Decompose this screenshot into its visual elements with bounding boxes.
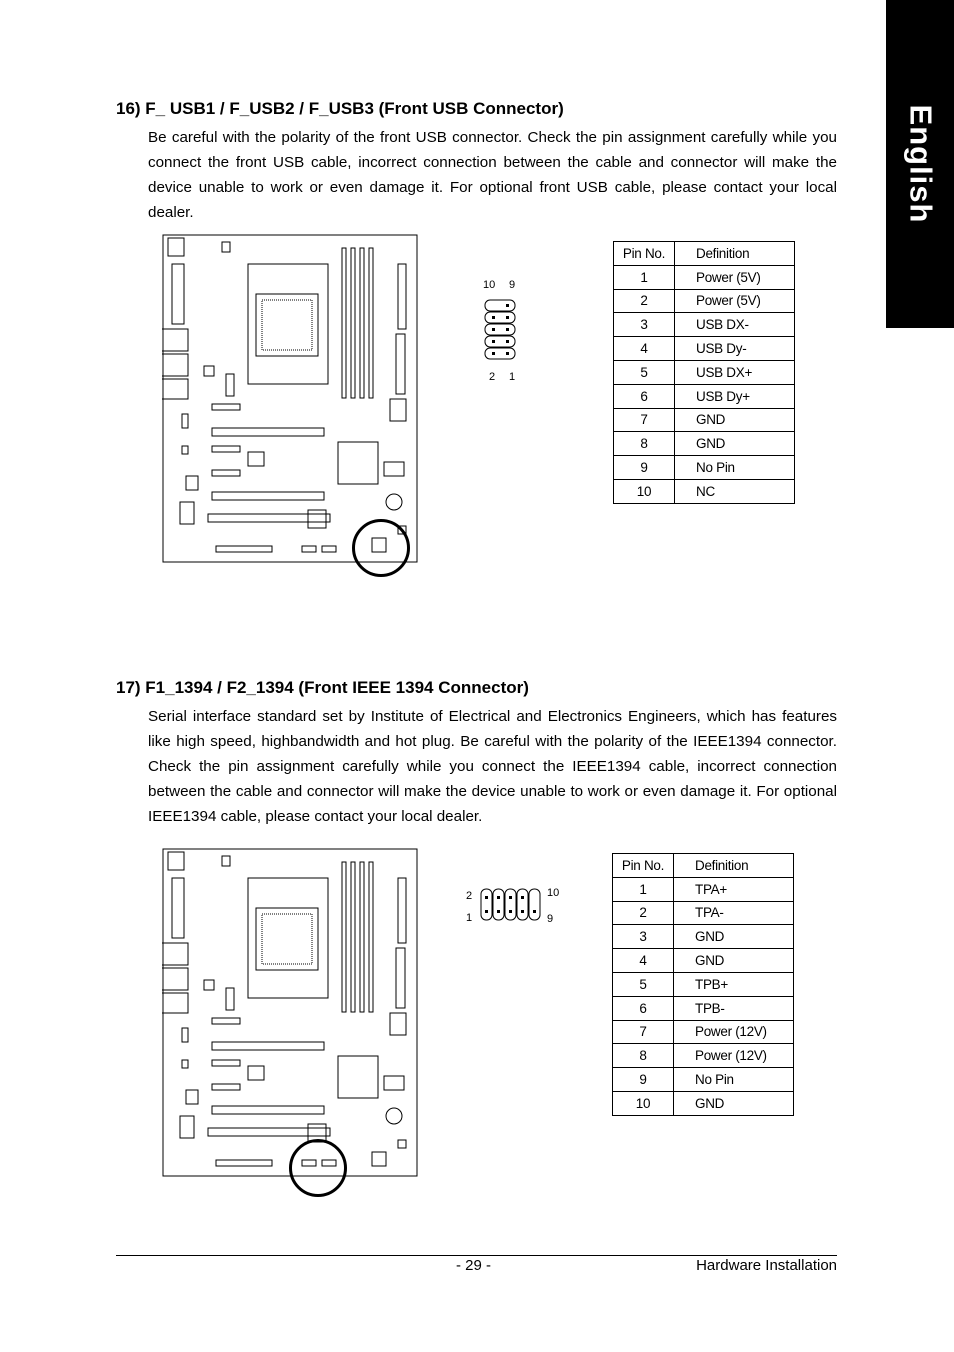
pin-table-row [614,313,795,337]
usb-pin-label-10: 10 [483,279,496,291]
pin-table-row [613,972,794,996]
pin-table-row [613,877,794,901]
usb-pin-label-1: 1 [509,371,516,383]
pin-definition-cell: TPA- [674,901,794,925]
usb-pin-label-9: 9 [509,279,516,291]
pin-definition-cell: TPA+ [674,877,794,901]
section-17-heading: 17) F1_1394 / F2_1394 (Front IEEE 1394 Connector) [116,678,529,697]
pin-table-row [614,479,795,503]
pin-table-header [614,242,795,266]
pin-definition-cell: GND [675,432,795,456]
pin-table-row [613,1068,794,1092]
motherboard-diagram-usb [162,234,418,564]
pin-number-cell: 3 [613,925,674,949]
language-tab-label: English [903,104,939,224]
pin-table-row [614,289,795,313]
pin-table-row [614,360,795,384]
usb-pin-table [613,241,795,504]
ieee1394-pin-label-10: 10 [547,887,560,899]
pin-definition-cell: NC [675,479,795,503]
pin-table-row [613,1091,794,1115]
pin-definition-cell: Power (12V) [674,1044,794,1068]
pin-table-row [614,408,795,432]
pin-table-row [614,432,795,456]
usb-connector-highlight [352,519,410,577]
pin-number-cell: 9 [614,456,675,480]
pin-number-cell: 4 [614,337,675,361]
ieee1394-pin-label-9: 9 [547,913,554,925]
pin-table-row [613,1020,794,1044]
pin-table-row [614,384,795,408]
pin-table-row [614,456,795,480]
pin-number-cell: Pin No. [614,242,675,266]
pin-number-cell: Pin No. [613,854,674,878]
pin-definition-cell: Definition [674,854,794,878]
pin-number-cell: 1 [613,877,674,901]
pin-definition-cell: GND [675,408,795,432]
pin-definition-cell: Power (5V) [675,265,795,289]
section-16-body: Be careful with the polarity of the front USB connector. Check the pin assignment carefully while you connect the front USB cable, incorrect connection between the cable and connector will make the device unable to work or even damage it. For optional front USB cable, please contact your local dealer. [148,129,837,221]
usb-pin-header-icon [484,298,516,364]
pin-number-cell: 1 [614,265,675,289]
pin-definition-cell: GND [674,949,794,973]
pin-number-cell: 6 [613,996,674,1020]
pin-table-row [613,949,794,973]
section-17-body: Serial interface standard set by Institute of Electrical and Electronics Engineers, which has features like high speed, highbandwidth and hot plug. Be careful with the polarity of the IEEE1394 connector. Check the pin assignment carefully while you connect the IEEE1394 cable, incorrect connection between the cable and connector will make the device unable to work or even damage it. For optional IEEE1394 cable, please contact your local dealer. [148,708,837,825]
ieee1394-pin-table [612,853,794,1116]
pin-definition-cell: Power (12V) [674,1020,794,1044]
ieee1394-pin-header-icon [479,888,545,922]
motherboard-diagram-1394 [162,848,418,1178]
pin-definition-cell: GND [674,1091,794,1115]
pin-definition-cell: USB Dy+ [675,384,795,408]
pin-number-cell: 5 [613,972,674,996]
ieee1394-connector-highlight [289,1139,347,1197]
pin-definition-cell: USB DX- [675,313,795,337]
pin-number-cell: 7 [614,408,675,432]
pin-number-cell: 2 [614,289,675,313]
pin-definition-cell: TPB+ [674,972,794,996]
footer-divider [116,1255,837,1256]
pin-number-cell: 8 [613,1044,674,1068]
ieee1394-pin-label-1: 1 [466,912,473,924]
language-tab [886,0,954,328]
pin-number-cell: 10 [614,479,675,503]
pin-number-cell: 9 [613,1068,674,1092]
pin-definition-cell: No Pin [675,456,795,480]
pin-table-row [613,901,794,925]
ieee1394-pin-label-2: 2 [466,890,473,902]
pin-definition-cell: No Pin [674,1068,794,1092]
pin-number-cell: 7 [613,1020,674,1044]
pin-number-cell: 2 [613,901,674,925]
footer-section-title: Hardware Installation [696,1257,837,1274]
pin-definition-cell: Definition [675,242,795,266]
pin-definition-cell: TPB- [674,996,794,1020]
pin-table-row [613,1044,794,1068]
pin-definition-cell: USB DX+ [675,360,795,384]
pin-table-header [613,854,794,878]
pin-number-cell: 8 [614,432,675,456]
pin-number-cell: 6 [614,384,675,408]
pin-table-row [613,925,794,949]
pin-number-cell: 10 [613,1091,674,1115]
page-number: - 29 - [456,1257,492,1274]
pin-definition-cell: Power (5V) [675,289,795,313]
pin-definition-cell: USB Dy- [675,337,795,361]
pin-definition-cell: GND [674,925,794,949]
pin-number-cell: 4 [613,949,674,973]
section-16-heading: 16) F_ USB1 / F_USB2 / F_USB3 (Front USB Connector) [116,99,564,118]
pin-number-cell: 3 [614,313,675,337]
usb-pin-label-2: 2 [489,371,496,383]
pin-table-row [613,996,794,1020]
pin-number-cell: 5 [614,360,675,384]
pin-table-row [614,265,795,289]
pin-table-row [614,337,795,361]
